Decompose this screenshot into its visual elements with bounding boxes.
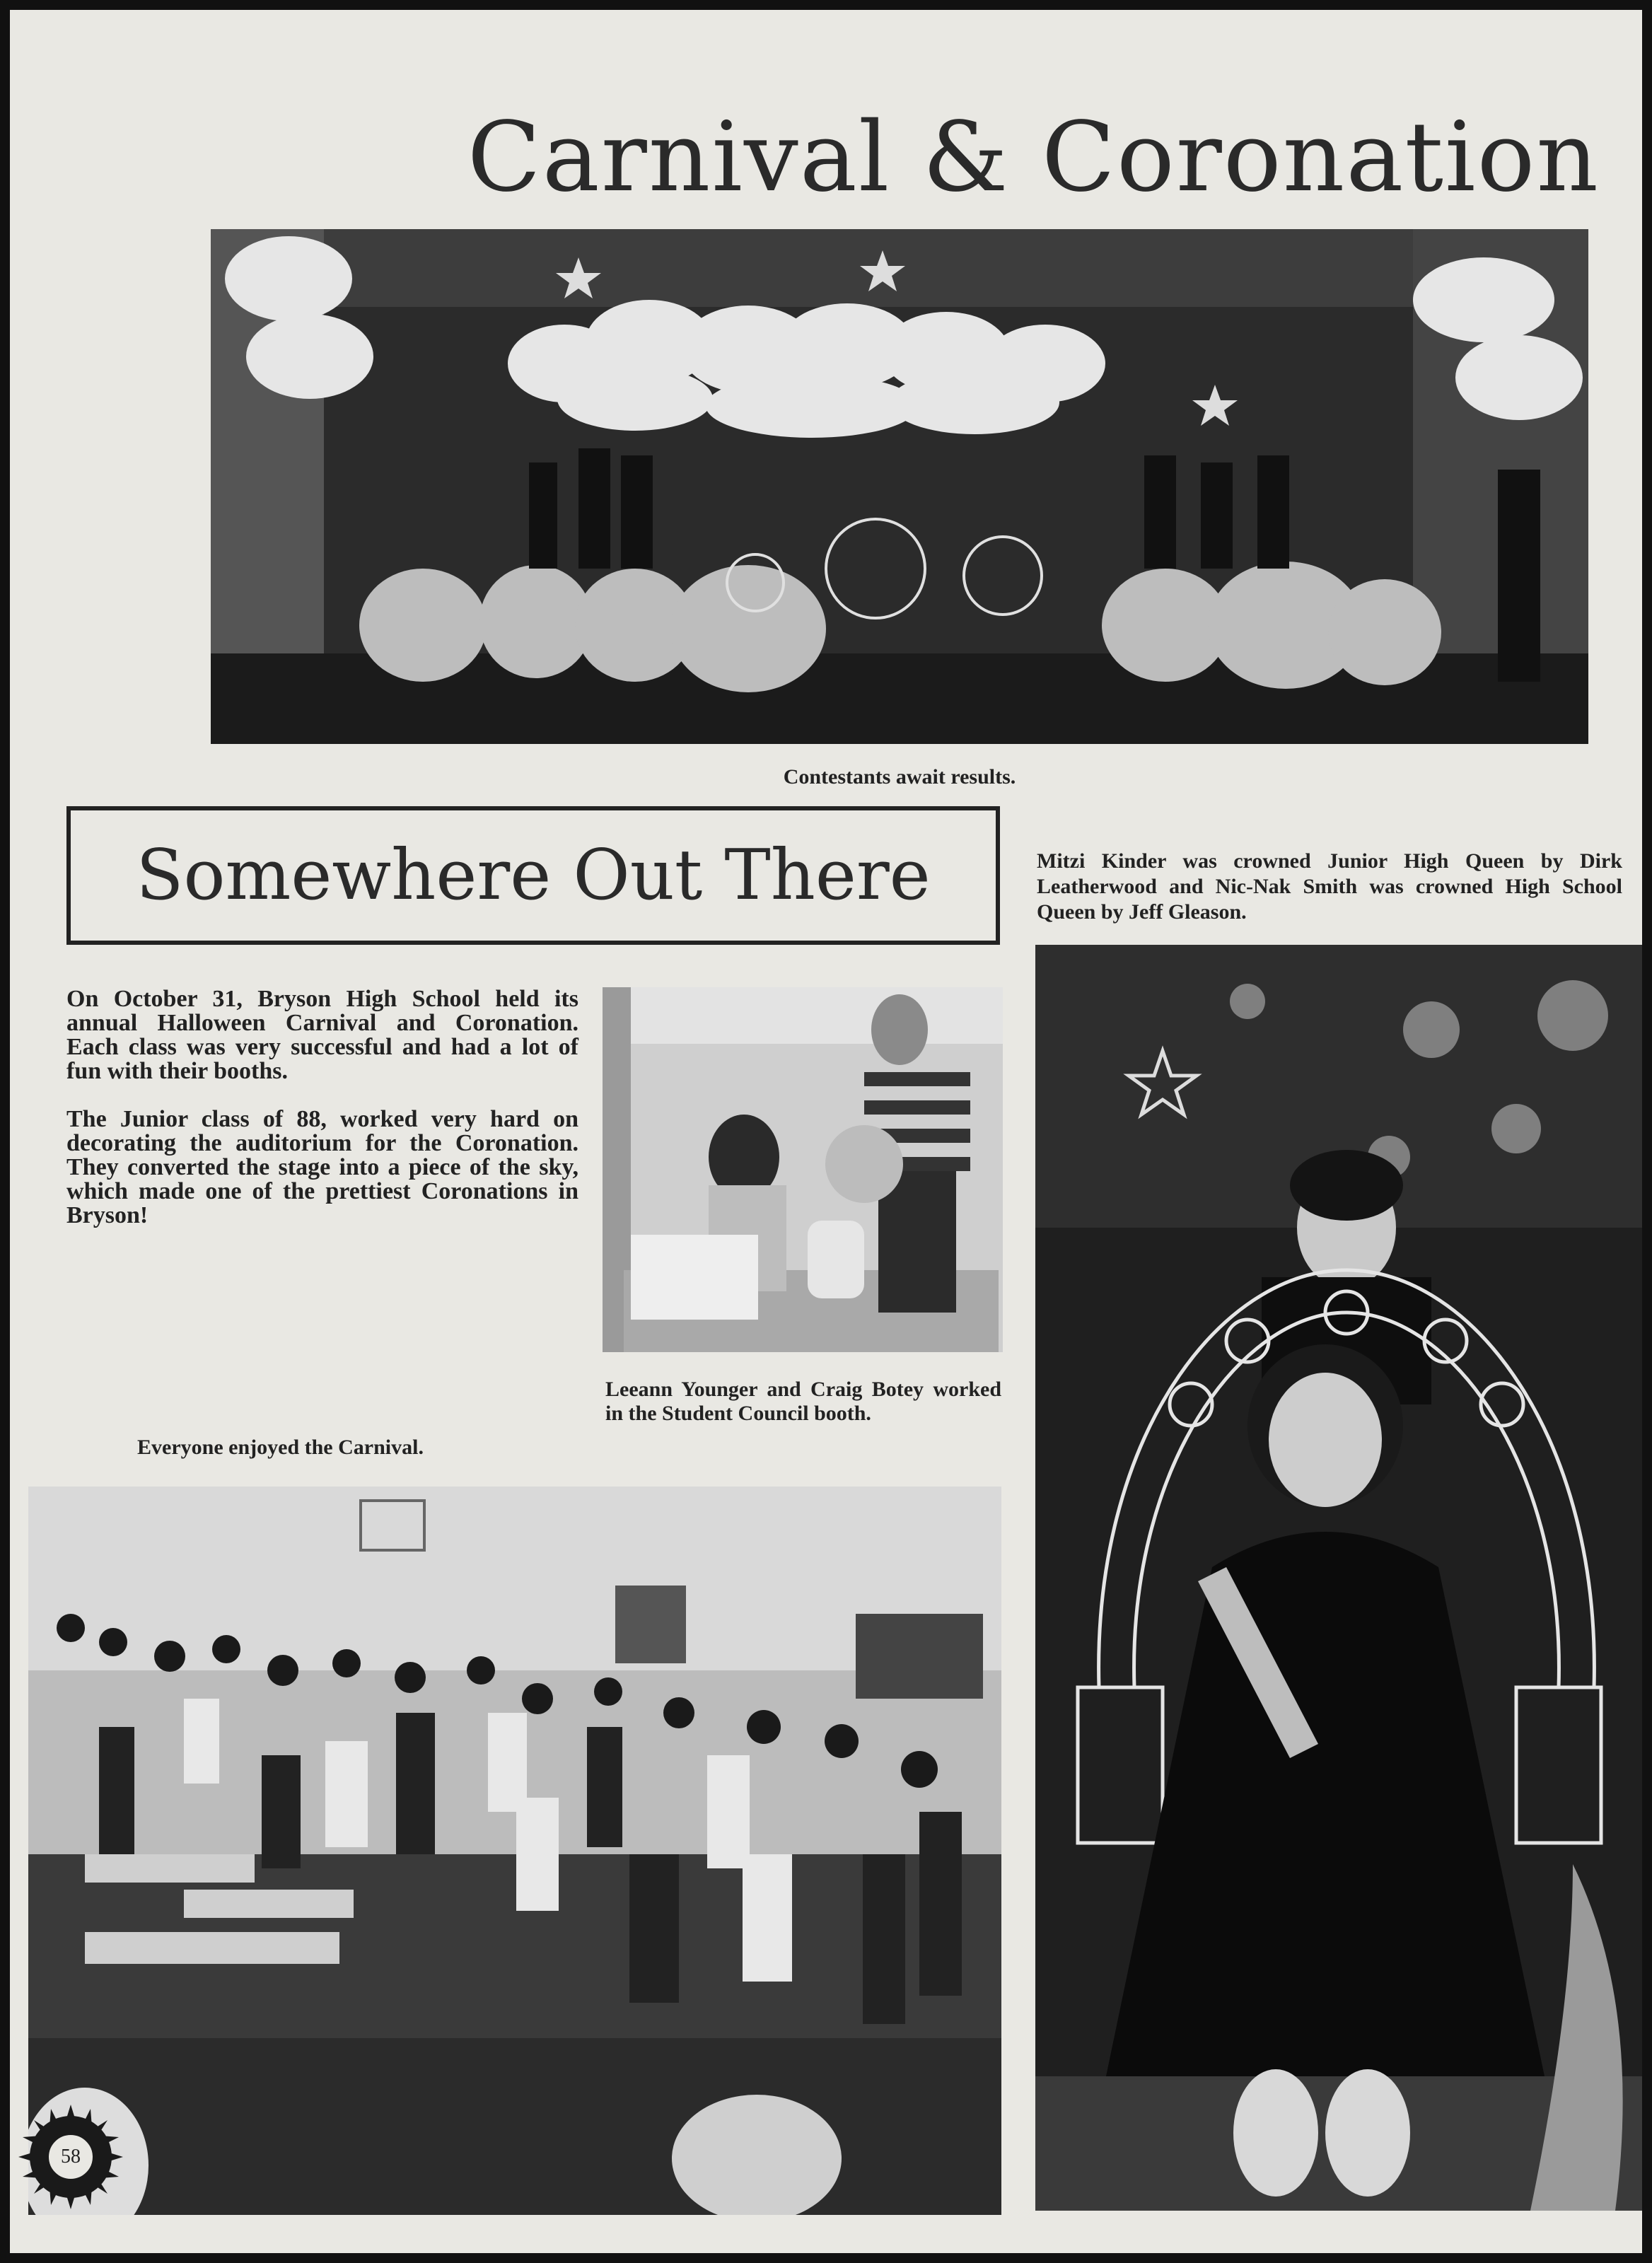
stage-coronation-photo: [211, 229, 1588, 744]
booth-photo-caption: Leeann Younger and Craig Botey worked in the Student Council booth.: [605, 1378, 1001, 1425]
page-number: 58: [61, 2146, 81, 2168]
article-paragraph-2: The Junior class of 88, worked very hard on decorating the auditorium for the Coronation. They converted the stage into a piece of the sky, which made one of the prettiest Coronations in Bryson!: [66, 1106, 578, 1228]
queen-throne-photo: [1035, 945, 1642, 2211]
student-council-booth-photo: [603, 987, 1003, 1352]
section-heading-box: [66, 806, 1000, 945]
page-title: Carnival & Coronation: [467, 102, 1600, 214]
section-heading: Somewhere Out There: [136, 835, 931, 916]
page-number-badge: [16, 2102, 126, 2212]
coronation-caption: Mitzi Kinder was crowned Junior High Queen by Dirk Leatherwood and Nic-Nak Smith was crowned High School Queen by Jeff Gleason.: [1037, 849, 1622, 924]
article-paragraph-1: On October 31, Bryson High School held its annual Halloween Carnival and Coronation. Each class was very successful and had a lot of fun with their booths.: [66, 986, 578, 1084]
carnival-gym-photo: [28, 1487, 1001, 2215]
stage-photo-caption: Contestants await results.: [783, 765, 1016, 789]
yearbook-page: [10, 10, 1642, 2253]
article-body: [66, 987, 578, 1252]
gym-photo-caption: Everyone enjoyed the Carnival.: [137, 1436, 424, 1459]
